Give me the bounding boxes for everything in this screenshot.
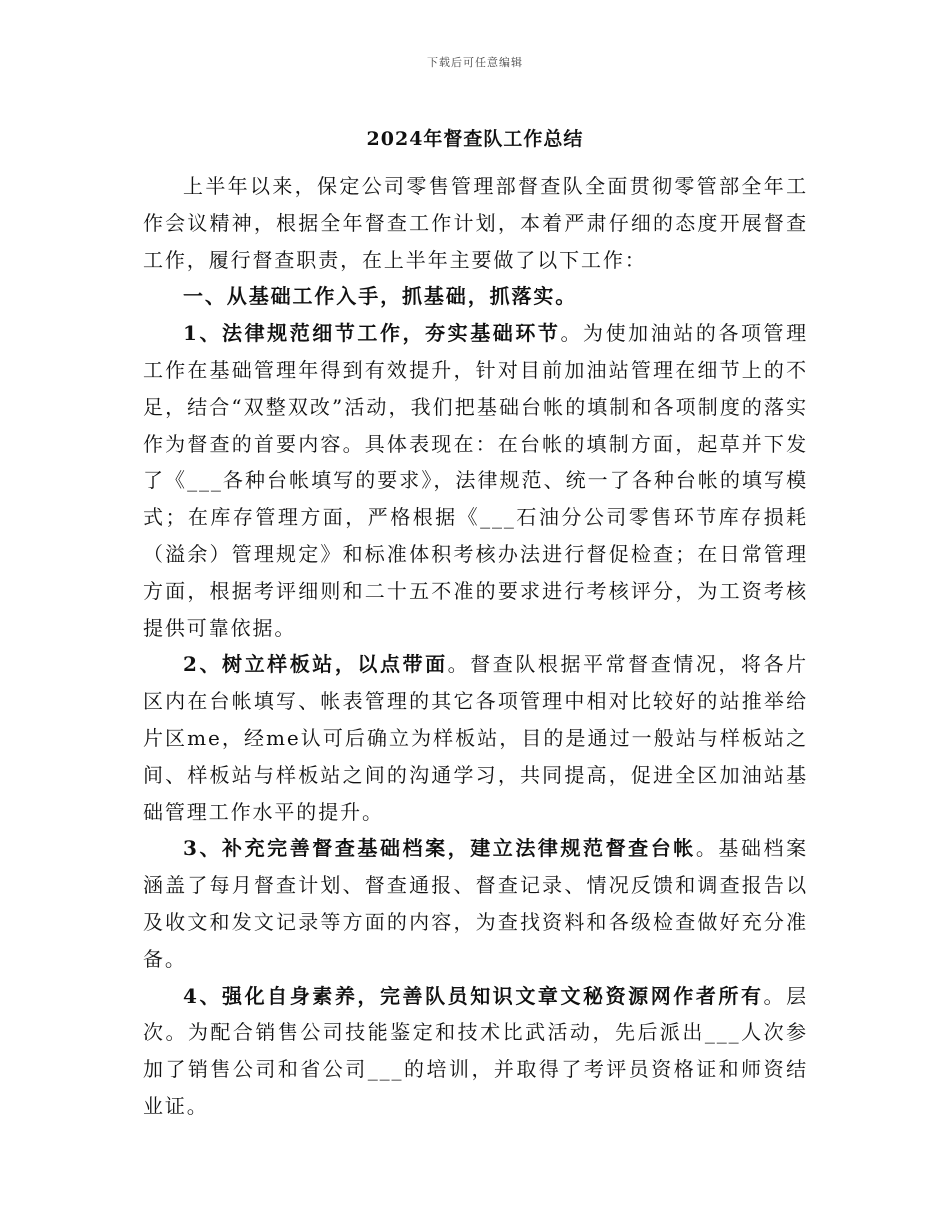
item-paragraph-2 [143, 646, 808, 830]
item-paragraph-3 [143, 830, 808, 977]
intro-paragraph: 上半年以来，保定公司零售管理部督查队全面贯彻零管部全年工作会议精神，根据全年督查工作计划，本着严肃仔细的态度开展督查工作，履行督查职责，在上半年主要做了以下工作： [143, 174, 808, 272]
item-heading-2: 2、树立样板站，以点带面 [183, 652, 448, 677]
document-title: 2024年督查队工作总结 [366, 128, 584, 150]
section-heading: 一、从基础工作入手，抓基础，抓落实。 [183, 284, 578, 309]
item-heading-3: 3、补充完善督查基础档案，建立法律规范督查台帐 [183, 836, 696, 861]
item-text-3: 。基础档案涵盖了每月督查计划、督查通报、督查记录、情况反馈和调查报告以及收文和发文记录等方面的内容，为查找资料和各级检查做好充分准备。 [143, 836, 808, 971]
item-heading-4: 4、强化自身素养，完善队员知识文章文秘资源网作者所有 [183, 983, 764, 1008]
item-heading-1: 1、法律规范细节工作，夯实基础环节 [183, 321, 561, 346]
document-body [143, 168, 808, 1125]
item-text-2: 。督查队根据平常督查情况，将各片区内在台帐填写、帐表管理的其它各项管理中相对比较好的站推举给片区me，经me认可后确立为样板站，目的是通过一般站与样板站之间、样板站与样板站之间的沟通学习，共同提高，促进全区加油站基础管理工作水平的提升。 [143, 652, 809, 824]
item-paragraph-4 [143, 978, 808, 1125]
item-paragraph-1 [143, 315, 808, 646]
header-note: 下载后可任意编辑 [427, 56, 523, 69]
item-text-1: 。为使加油站的各项管理工作在基础管理年得到有效提升，针对目前加油站管理在细节上的不足，结合“双整双改”活动，我们把基础台帐的填制和各项制度的落实作为督查的首要内容。具体表现在：在台帐的填制方面，起草并下发了《___各种台帐填写的要求》，法律规范、统一了各种台帐的填写模式；在库存管理方面，严格根据《___石油分公司零售环节库存损耗（溢余）管理规定》和标准体积考核办法进行督促检查；在日常管理方面，根据考评细则和二十五不准的要求进行考核评分，为工资考核提供可靠依据。 [143, 321, 809, 640]
item-text-4: 。层次。为配合销售公司技能鉴定和技术比武活动，先后派出___人次参加了销售公司和省公司___的培训，并取得了考评员资格证和师资结业证。 [143, 983, 808, 1118]
